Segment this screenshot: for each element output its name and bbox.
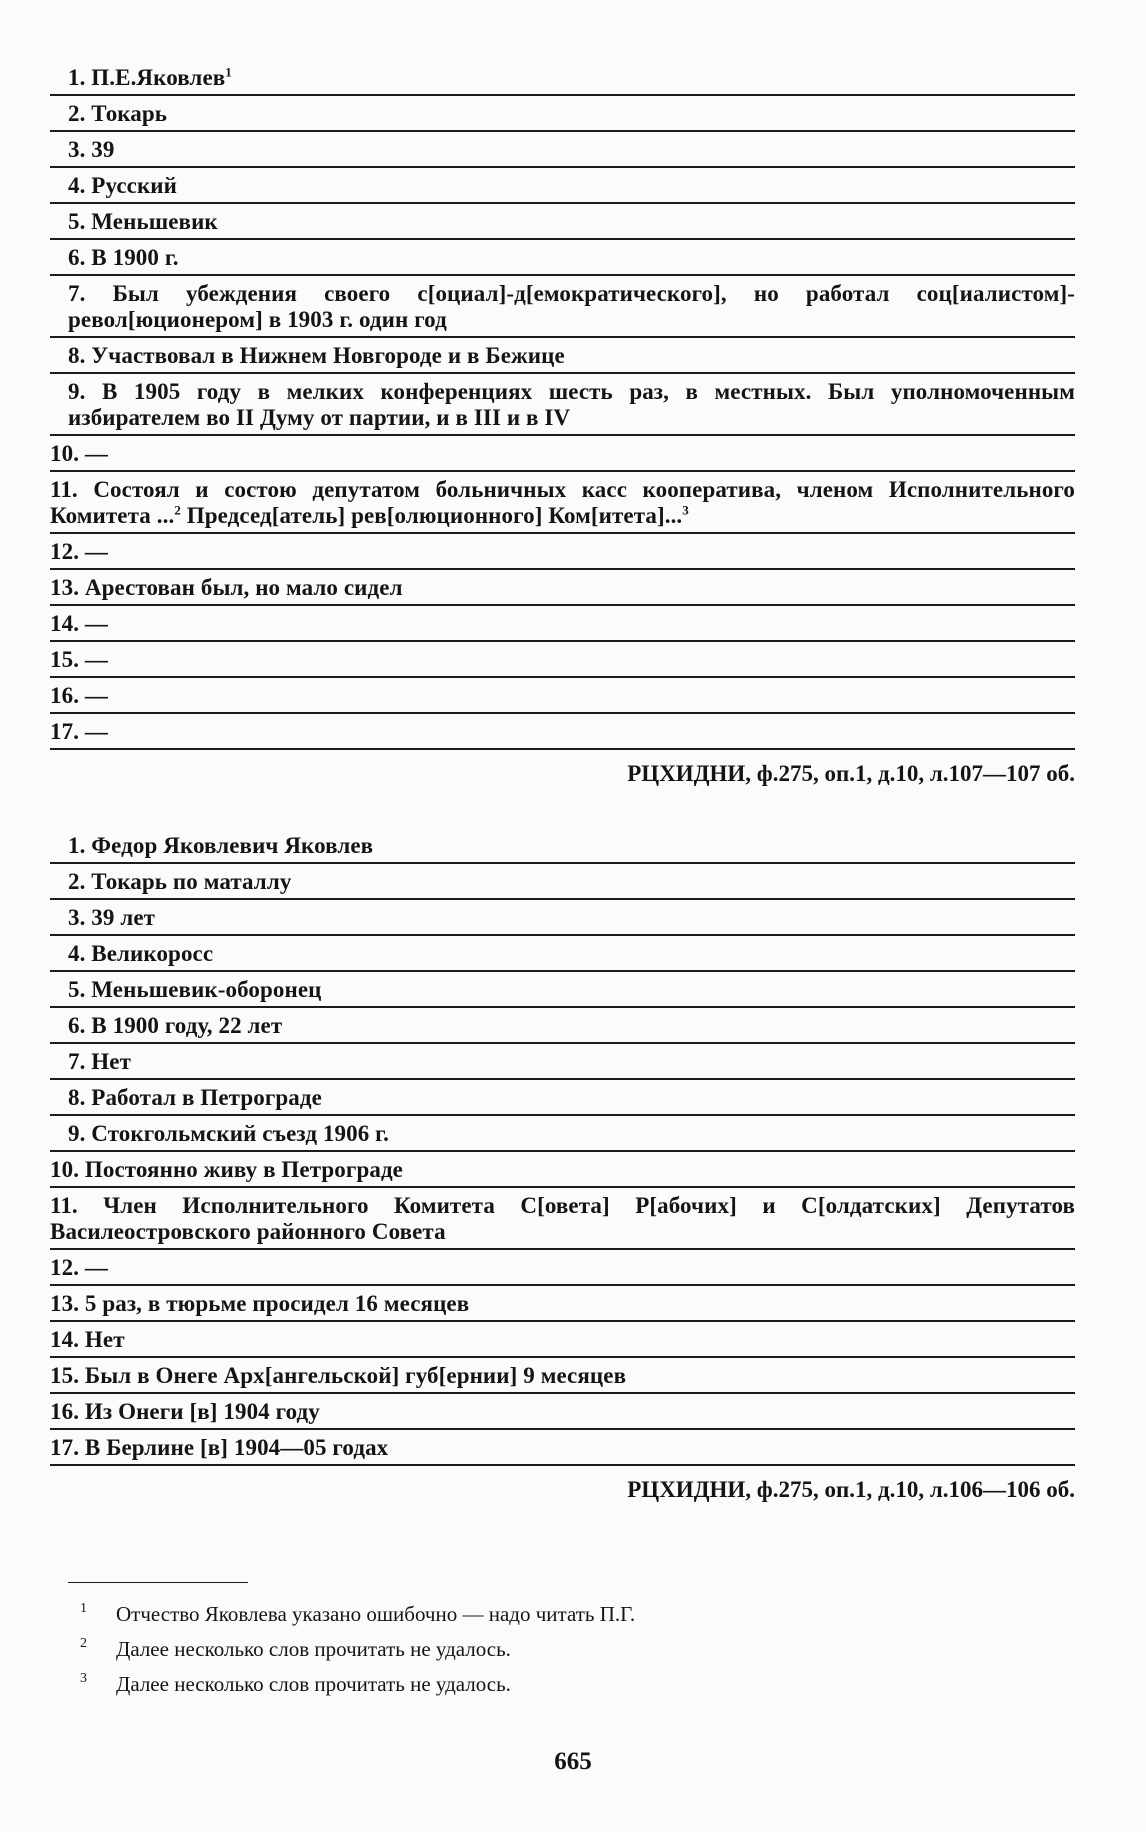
q1-row-12 [50, 534, 1075, 570]
q2-row-text: 5. Меньшевик-оборонец [68, 977, 322, 1002]
q2-row-text: 7. Нет [68, 1049, 131, 1074]
q2-row-text: 1. Федор Яковлевич Яковлев [68, 833, 374, 858]
q1-row-text: 10. — [50, 441, 108, 466]
q1-row-15 [50, 642, 1075, 678]
q1-row-11-text-b: Председ[атель] рев[олюционного] Ком[итета]... [180, 503, 683, 528]
q2-row-text: 16. Из Онеги [в] 1904 году [50, 1399, 320, 1424]
q1-row-text: 7. Был убеждения своего с[оциал]-д[емократического], но работал соц[иалистом]-револ[юционером] в 1903 г. один год [68, 281, 1075, 332]
q1-row-text: 17. — [50, 719, 108, 744]
q2-row-text: 6. В 1900 году, 22 лет [68, 1013, 283, 1038]
q2-row-12 [50, 1250, 1075, 1286]
footnote-ref: 2 [174, 502, 181, 518]
q1-row-5 [50, 204, 1075, 240]
footnote-text: Отчество Яковлева указано ошибочно — надо читать П.Г. [116, 1602, 636, 1626]
footnote-number: 1 [80, 1601, 87, 1616]
q2-row-text: 11. Член Исполнительного Комитета С[овета] Р[абочих] и С[олдатских] Депутатов Василеостровского районного Совета [50, 1193, 1075, 1244]
q1-row-text: 16. — [50, 683, 108, 708]
q1-row-11 [50, 472, 1075, 534]
q1-row-7 [50, 276, 1075, 338]
footnote-ref: 1 [225, 64, 232, 80]
q1-row-text: 13. Арестован был, но мало сидел [50, 575, 403, 600]
footnote-2 [80, 1632, 1075, 1667]
q2-row-14 [50, 1322, 1075, 1358]
q2-archive-source: РЦХИДНИ, ф.275, оп.1, д.10, л.106—106 об. [627, 1477, 1075, 1502]
q2-row-text: 15. Был в Онеге Арх[ангельской] губ[ернии] 9 месяцев [50, 1363, 627, 1388]
q1-row-4 [50, 168, 1075, 204]
q2-row-text: 14. Нет [50, 1327, 125, 1352]
q1-row-6 [50, 240, 1075, 276]
q2-row-17 [50, 1430, 1075, 1466]
q1-row-3 [50, 132, 1075, 168]
footnote-ref: 3 [682, 502, 689, 518]
q2-row-text: 10. Постоянно живу в Петрограде [50, 1157, 403, 1182]
footnote-divider [68, 1582, 248, 1583]
q1-row-14 [50, 606, 1075, 642]
q2-row-4 [50, 936, 1075, 972]
questionnaire-1 [50, 60, 1075, 750]
q2-row-text: 13. 5 раз, в тюрьме просидел 16 месяцев [50, 1291, 470, 1316]
q1-row-text: 2. Токарь [68, 101, 168, 126]
q2-row-text: 17. В Берлине [в] 1904—05 годах [50, 1435, 389, 1460]
q1-row-13 [50, 570, 1075, 606]
q1-row-text: 12. — [50, 539, 108, 564]
q1-row-text: 8. Участвовал в Нижнем Новгороде и в Бежице [68, 343, 565, 368]
q2-row-1 [50, 828, 1075, 864]
footnote-number: 3 [80, 1671, 87, 1686]
q1-row-text: 9. В 1905 году в мелких конференциях шесть раз, в местных. Был уполномоченным избирателем во II Думу от партии, и в III и в IV [68, 379, 1075, 430]
q1-row-text: 4. Русский [68, 173, 178, 198]
q1-row-11-text-a: 11. Состоял и состою депутатом больничных касс кооператива, членом Исполнительного Комитета ... [50, 477, 1075, 528]
q2-row-10 [50, 1152, 1075, 1188]
q2-row-15 [50, 1358, 1075, 1394]
q1-row-text: 15. — [50, 647, 108, 672]
q2-row-16 [50, 1394, 1075, 1430]
q2-row-2 [50, 864, 1075, 900]
q1-row-17 [50, 714, 1075, 750]
footnote-text: Далее несколько слов прочитать не удалось. [116, 1637, 511, 1661]
q2-row-text: 2. Токарь по маталлу [68, 869, 292, 894]
q1-row-10 [50, 436, 1075, 472]
q2-row-text: 3. 39 лет [68, 905, 156, 930]
q1-row-1 [50, 60, 1075, 96]
footnotes [50, 1597, 1075, 1702]
q1-row-1-text: 1. П.Е.Яковлев [68, 65, 226, 90]
page-number: 665 [554, 1748, 592, 1775]
footnote-number: 2 [80, 1636, 87, 1651]
q2-row-text: 12. — [50, 1255, 108, 1280]
page-content [50, 60, 1075, 1702]
q1-row-text: 5. Меньшевик [68, 209, 218, 234]
q1-row-16 [50, 678, 1075, 714]
q1-row-text: 6. В 1900 г. [68, 245, 179, 270]
q2-row-11 [50, 1188, 1075, 1250]
q1-row-8 [50, 338, 1075, 374]
q2-row-6 [50, 1008, 1075, 1044]
q2-row-3 [50, 900, 1075, 936]
q2-row-13 [50, 1286, 1075, 1322]
q1-row-9 [50, 374, 1075, 436]
questionnaire-2 [50, 828, 1075, 1466]
q2-row-8 [50, 1080, 1075, 1116]
footnote-text: Далее несколько слов прочитать не удалось. [116, 1672, 511, 1696]
q2-row-text: 8. Работал в Петрограде [68, 1085, 322, 1110]
q1-row-2 [50, 96, 1075, 132]
footnote-3 [80, 1667, 1075, 1702]
q2-row-5 [50, 972, 1075, 1008]
footnote-1 [80, 1597, 1075, 1632]
q1-archive-source: РЦХИДНИ, ф.275, оп.1, д.10, л.107—107 об. [627, 761, 1075, 786]
q1-row-text: 14. — [50, 611, 108, 636]
q2-row-text: 4. Великоросс [68, 941, 214, 966]
q2-row-9 [50, 1116, 1075, 1152]
q1-row-text: 3. 39 [68, 137, 115, 162]
q2-row-text: 9. Стокгольмский съезд 1906 г. [68, 1121, 389, 1146]
q2-row-7 [50, 1044, 1075, 1080]
